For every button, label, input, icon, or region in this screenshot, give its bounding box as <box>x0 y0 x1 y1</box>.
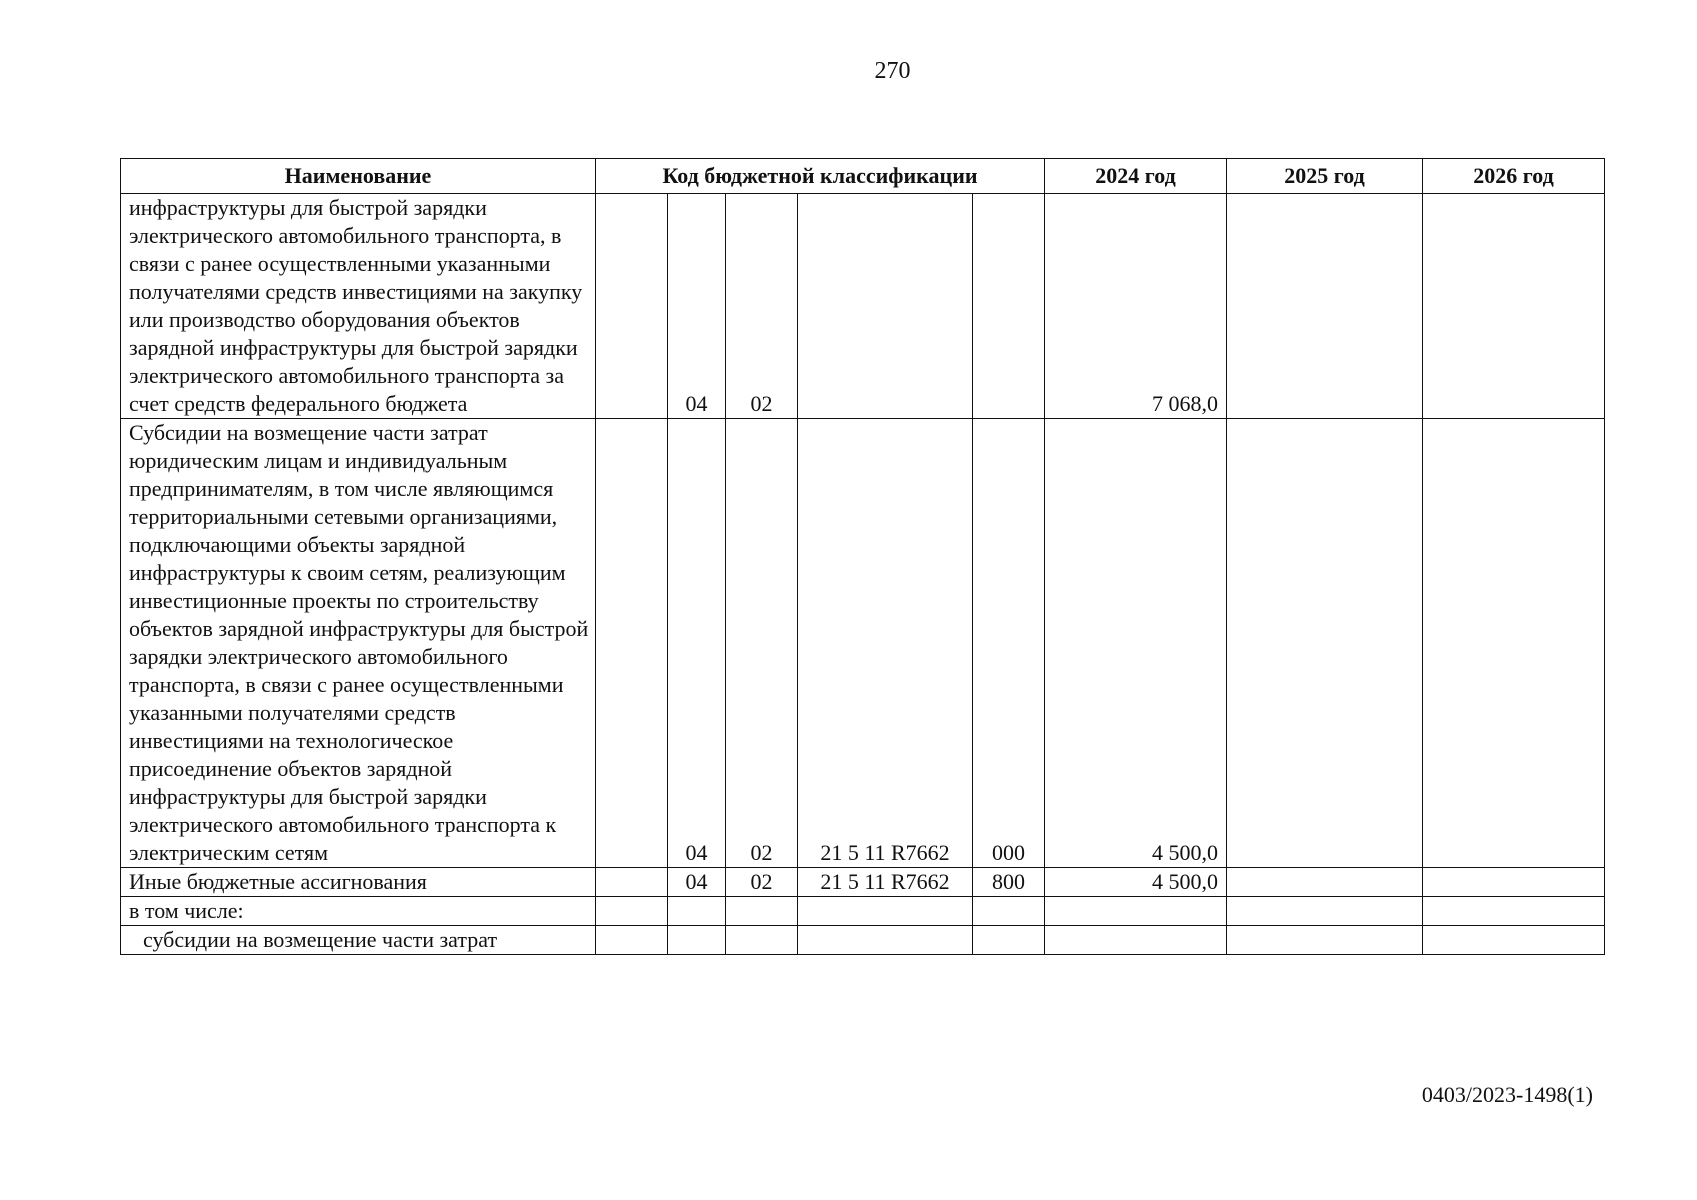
row-target <box>798 194 973 419</box>
row-2024: 7 068,0 <box>1045 194 1227 419</box>
row-section <box>668 897 726 926</box>
row-2025 <box>1227 897 1423 926</box>
row-subsection <box>726 926 798 955</box>
row-2024: 4 500,0 <box>1045 419 1227 868</box>
row-expense-type: 800 <box>973 868 1045 897</box>
row-subsection: 02 <box>726 868 798 897</box>
row-2025 <box>1227 868 1423 897</box>
row-ministry <box>596 194 668 419</box>
table-row <box>121 926 1605 955</box>
row-target: 21 5 11 R7662 <box>798 868 973 897</box>
row-2026 <box>1423 419 1605 868</box>
table-row <box>121 868 1605 897</box>
table-row <box>121 419 1605 868</box>
row-2026 <box>1423 194 1605 419</box>
header-name: Наименование <box>121 159 596 194</box>
row-target <box>798 926 973 955</box>
header-2025: 2025 год <box>1227 159 1423 194</box>
row-expense-type <box>973 926 1045 955</box>
table-row <box>121 194 1605 419</box>
row-2026 <box>1423 868 1605 897</box>
row-subsection: 02 <box>726 419 798 868</box>
row-2024 <box>1045 897 1227 926</box>
row-name: Субсидии на возмещение части затрат юридическим лицам и индивидуальным предпринимателям, в том числе являющимся территориальными сетевыми организациями, подключающими объекты зарядной инфраструктуры к своим сетям, реализующим инвестиционные проекты по строительству объектов зарядной инфраструктуры для быстрой зарядки электрического автомобильного транспорта, в связи с ранее осуществленными указанными получателями средств инвестициями на технологическое присоединение объектов зарядной инфраструктуры для быстрой зарядки электрического автомобильного транспорта к электрическим сетям <box>121 419 596 868</box>
row-ministry <box>596 926 668 955</box>
row-2024: 4 500,0 <box>1045 868 1227 897</box>
header-2024: 2024 год <box>1045 159 1227 194</box>
row-2026 <box>1423 926 1605 955</box>
row-ministry <box>596 897 668 926</box>
row-expense-type <box>973 897 1045 926</box>
row-2025 <box>1227 194 1423 419</box>
row-target <box>798 897 973 926</box>
table-header-row <box>121 159 1605 194</box>
row-subsection: 02 <box>726 194 798 419</box>
document-code: 0403/2023-1498(1) <box>1421 1082 1593 1107</box>
page-number: 270 <box>874 58 911 84</box>
header-budget-code: Код бюджетной классификации <box>596 159 1045 194</box>
row-expense-type: 000 <box>973 419 1045 868</box>
row-section: 04 <box>668 419 726 868</box>
row-expense-type <box>973 194 1045 419</box>
table-row <box>121 897 1605 926</box>
row-2024 <box>1045 926 1227 955</box>
row-2025 <box>1227 926 1423 955</box>
row-2025 <box>1227 419 1423 868</box>
row-ministry <box>596 868 668 897</box>
row-subsection <box>726 897 798 926</box>
row-name: субсидии на возмещение части затрат <box>121 926 596 955</box>
row-section: 04 <box>668 194 726 419</box>
row-name: в том числе: <box>121 897 596 926</box>
row-2026 <box>1423 897 1605 926</box>
header-2026: 2026 год <box>1423 159 1605 194</box>
row-section <box>668 926 726 955</box>
row-section: 04 <box>668 868 726 897</box>
row-target: 21 5 11 R7662 <box>798 419 973 868</box>
row-name: Иные бюджетные ассигнования <box>121 868 596 897</box>
budget-table <box>120 158 1605 955</box>
row-ministry <box>596 419 668 868</box>
row-name: инфраструктуры для быстрой зарядки электрического автомобильного транспорта, в связи с ранее осуществленными указанными получателями средств инвестициями на закупку или производство оборудования объектов зарядной инфраструктуры для быстрой зарядки электрического автомобильного транспорта за счет средств федерального бюджета <box>121 194 596 419</box>
